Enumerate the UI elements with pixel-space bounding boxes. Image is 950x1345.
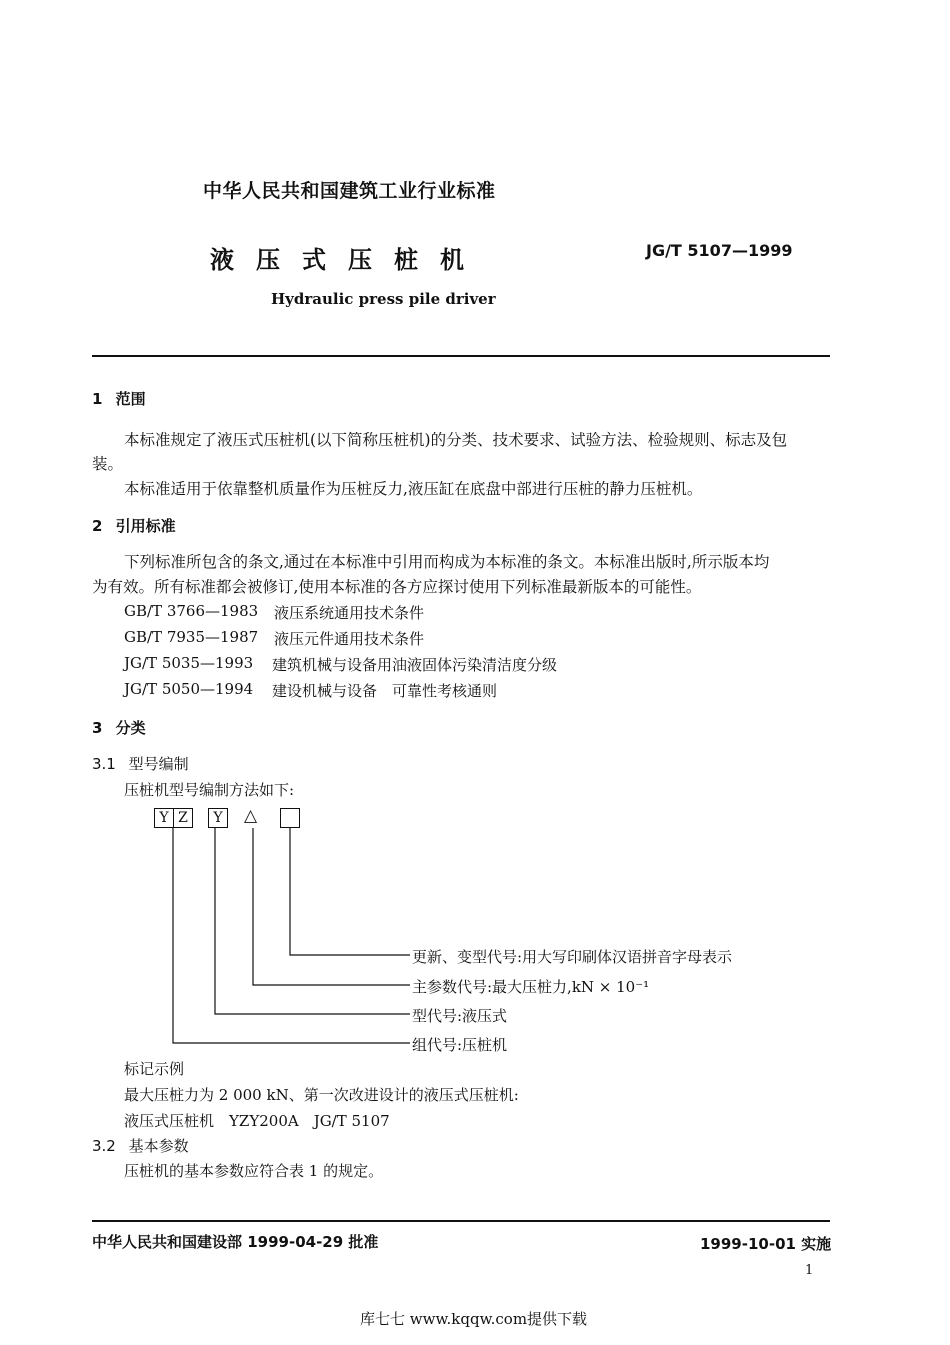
footer-divider — [92, 1220, 830, 1222]
leader-line-type — [215, 828, 410, 1014]
group-code-box-2: Z — [173, 808, 193, 828]
approval-statement: 中华人民共和国建设部 1999-04-29 批准 — [92, 1233, 379, 1251]
diagram-label-group: 组代号:压桩机 — [412, 1036, 508, 1054]
diagram-label-update: 更新、变型代号:用大写印刷体汉语拼音字母表示 — [412, 948, 733, 966]
type-code-box: Y — [208, 808, 228, 828]
org-title: 中华人民共和国建筑工业行业标准 — [203, 180, 496, 202]
section-1-heading: 1 范围 — [92, 390, 146, 408]
main-parameter-triangle-icon: △ — [244, 806, 258, 826]
leader-line-group — [173, 828, 410, 1043]
section-1-para-1-line-2: 装。 — [92, 455, 124, 473]
reference-title: 建设机械与设备 可靠性考核通则 — [272, 682, 498, 700]
reference-code: JG/T 5050—1994 — [124, 680, 254, 698]
section-2-para-line-1: 下列标准所包含的条文,通过在本标准中引用而构成为本标准的条文。本标准出版时,所示版本均 — [124, 553, 770, 571]
section-3-2-heading: 3.2 基本参数 — [92, 1137, 189, 1155]
reference-title: 液压系统通用技术条件 — [274, 604, 425, 622]
marking-example-heading: 标记示例 — [124, 1060, 185, 1078]
diagram-label-type: 型代号:液压式 — [412, 1007, 508, 1025]
section-3-heading: 3 分类 — [92, 719, 146, 737]
reference-code: GB/T 3766—1983 — [124, 602, 259, 620]
section-2-heading: 2 引用标准 — [92, 517, 176, 535]
diagram-label-main-parameter: 主参数代号:最大压桩力,kN × 10⁻¹ — [412, 978, 650, 996]
reference-code: GB/T 7935—1987 — [124, 628, 259, 646]
model-coding-intro: 压桩机型号编制方法如下: — [124, 781, 295, 799]
reference-code: JG/T 5035—1993 — [124, 654, 254, 672]
section-3-1-heading: 3.1 型号编制 — [92, 755, 189, 773]
leader-line-update — [290, 828, 410, 955]
page-number: 1 — [805, 1263, 814, 1278]
implementation-date: 1999-10-01 实施 — [700, 1235, 832, 1253]
reference-title: 液压元件通用技术条件 — [274, 630, 425, 648]
section-2-para-line-2: 为有效。所有标准都会被修订,使用本标准的各方应探讨使用下列标准最新版本的可能性。 — [92, 578, 702, 596]
section-3-2-text: 压桩机的基本参数应符合表 1 的规定。 — [124, 1162, 384, 1180]
group-code-box-1: Y — [154, 808, 174, 828]
section-1-para-1-line-1: 本标准规定了液压式压桩机(以下简称压桩机)的分类、技术要求、试验方法、检验规则、标志及包 — [124, 431, 788, 449]
marking-example-mark: 液压式压桩机 YZY200A JG/T 5107 — [124, 1112, 390, 1130]
english-title: Hydraulic press pile driver — [271, 290, 496, 308]
standard-code: JG/T 5107—1999 — [646, 241, 793, 260]
section-1-para-2: 本标准适用于依靠整机质量作为压桩反力,液压缸在底盘中部进行压桩的静力压桩机。 — [124, 480, 703, 498]
leader-line-main-parameter — [253, 828, 410, 985]
download-watermark: 库七七 www.kqqw.com提供下载 — [360, 1310, 588, 1328]
doc-title: 液压式压桩机 — [210, 246, 486, 274]
reference-title: 建筑机械与设备用油液固体污染清洁度分级 — [272, 656, 558, 674]
marking-example-description: 最大压桩力为 2 000 kN、第一次改进设计的液压式压桩机: — [124, 1086, 519, 1104]
